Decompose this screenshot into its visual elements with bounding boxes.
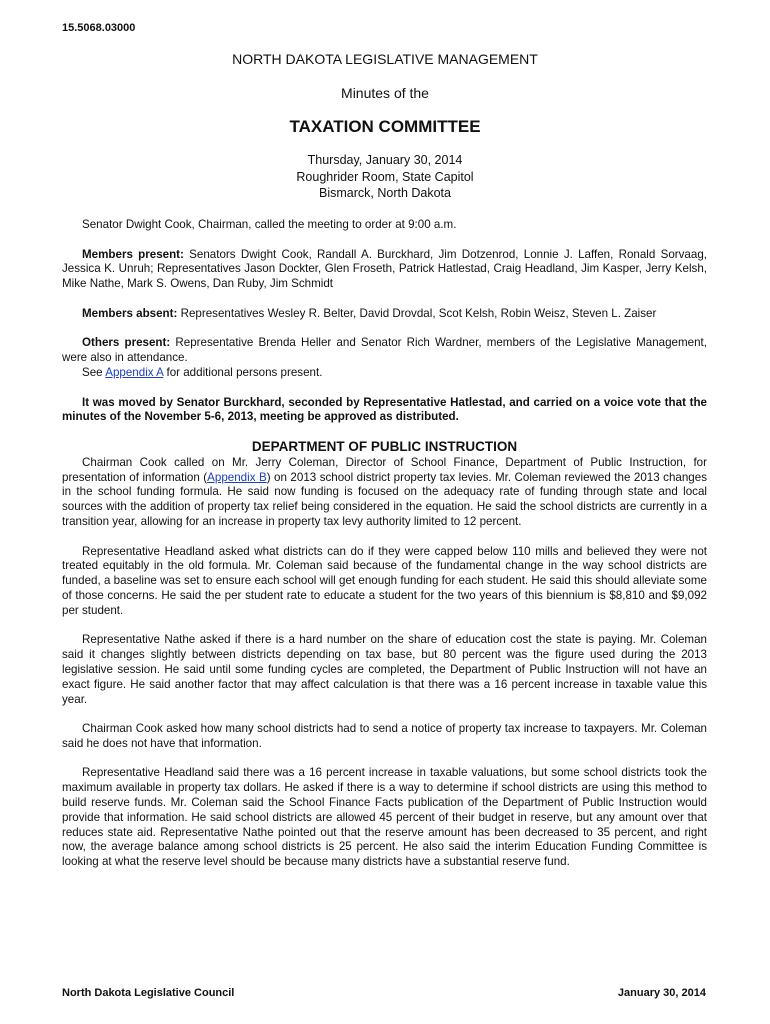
members-absent-label: Members absent: (82, 306, 178, 320)
appendix-b-link[interactable]: Appendix B (207, 470, 267, 484)
meeting-room: Roughrider Room, State Capitol (296, 169, 474, 184)
minutes-body (62, 218, 707, 885)
others-present-text: Representative Brenda Heller and Senator Rich Wardner, members of the Legislative Management, were also in attendance. (62, 336, 707, 365)
meeting-info (0, 152, 770, 202)
paragraph-reserve-funds: Representative Headland said there was a 16 percent increase in taxable valuations, but some school districts took the maximum available in property tax dollars. He asked if there is a way to determine if school districts are using this method to build reserve funds. Mr. Coleman said the School Finance Facts publication of the Department of Public Instruction would provide that information. He said school districts are allowed 45 percent of their budget in reserve, but any amount over that reduces state aid. Representative Nathe pointed out that the reserve amount has been decreased to 35 percent, and right now, the average balance among school districts is 25 percent. He also said the interim Education Funding Committee is looking at what the reserve level should be because many districts have a substantial reserve fund. (62, 766, 707, 869)
organization-title: NORTH DAKOTA LEGISLATIVE MANAGEMENT (232, 51, 538, 67)
meeting-date: Thursday, January 30, 2014 (307, 153, 463, 167)
appendix-a-reference (62, 366, 707, 381)
paragraph-coleman-presentation (62, 456, 707, 530)
document-id: 15.5068.03000 (62, 22, 136, 34)
call-to-order: Senator Dwight Cook, Chairman, called the meeting to order at 9:00 a.m. (82, 218, 457, 231)
committee-title: TAXATION COMMITTEE (289, 117, 481, 136)
members-present-label: Members present: (82, 247, 184, 261)
motion-text: It was moved by Senator Burckhard, seconded by Representative Hatlestad, and carried on a voice vote that the minutes of the November 5-6, 2013, meeting be approved as distributed. (62, 395, 707, 424)
paragraph-nathe-question: Representative Nathe asked if there is a hard number on the share of education cost the state is paying. Mr. Coleman said it changes slightly between districts depending on tax base, but 80 percent was the figure used during the 2013 legislative session. He said until some funding cycles are completed, the Department of Public Instruction will not have an exact figure. He said another factor that may affect calculation is that there was a 16 percent increase in taxable value this year. (62, 633, 707, 706)
others-present (62, 336, 707, 366)
paragraph-headland-question: Representative Headland asked what districts can do if they were capped below 110 mills and believed they were not treated equitably in the old formula. Mr. Coleman said because of the fundamental change in the way school districts are funded, a baseline was set to ensure each school will get enough funding for each student. He said this should alleviate some of those concerns. He said the per student rate to educate a student for the two years of this biennium is $8,810 and $9,092 per student. (62, 544, 707, 617)
members-absent (62, 307, 707, 322)
minutes-of-label: Minutes of the (341, 85, 429, 101)
others-present-label: Others present: (82, 336, 171, 350)
members-present-text: Senators Dwight Cook, Randall A. Burckhard, Jim Dotzenrod, Lonnie J. Laffen, Ronald Sorvaag, Jessica K. Unruh; Representatives Jason Dockter, Glen Froseth, Patrick Hatlestad, Craig Headland, Jim Kasper, Jerry Kelsh, Mike Nathe, Mark S. Owens, Dan Ruby, Jim Schmidt (62, 247, 707, 291)
members-absent-text: Representatives Wesley R. Belter, David Drovdal, Scot Kelsh, Robin Weisz, Steven L. Zaiser (177, 306, 657, 320)
p1-text-b: ) on 2013 school district property tax levies. Mr. Coleman reviewed the 2013 changes in the school funding formula. He said now funding is focused on the adequacy rate of funding through state and local sources with the addition of property tax relief being considered in the equation. He said the school districts are currently in a transition year, allowing for an increase in property tax levy authority limited to 12 percent. (62, 470, 707, 528)
appendix-a-link[interactable]: Appendix A (105, 365, 164, 379)
footer-date: January 30, 2014 (617, 987, 706, 999)
paragraph-cook-question: Chairman Cook asked how many school districts had to send a notice of property tax increase to taxpayers. Mr. Coleman said he does not have that information. (62, 722, 707, 750)
section-heading: DEPARTMENT OF PUBLIC INSTRUCTION (251, 438, 518, 454)
meeting-city: Bismarck, North Dakota (319, 186, 451, 200)
see-suffix: for additional persons present. (163, 365, 323, 379)
see-prefix: See (82, 365, 106, 379)
footer-organization: North Dakota Legislative Council (62, 987, 235, 999)
members-present (62, 248, 707, 292)
p1-text-a: Chairman Cook called on Mr. Jerry Coleman, Director of School Finance, Department of Public Instruction, for presentation of information ( (62, 455, 707, 484)
